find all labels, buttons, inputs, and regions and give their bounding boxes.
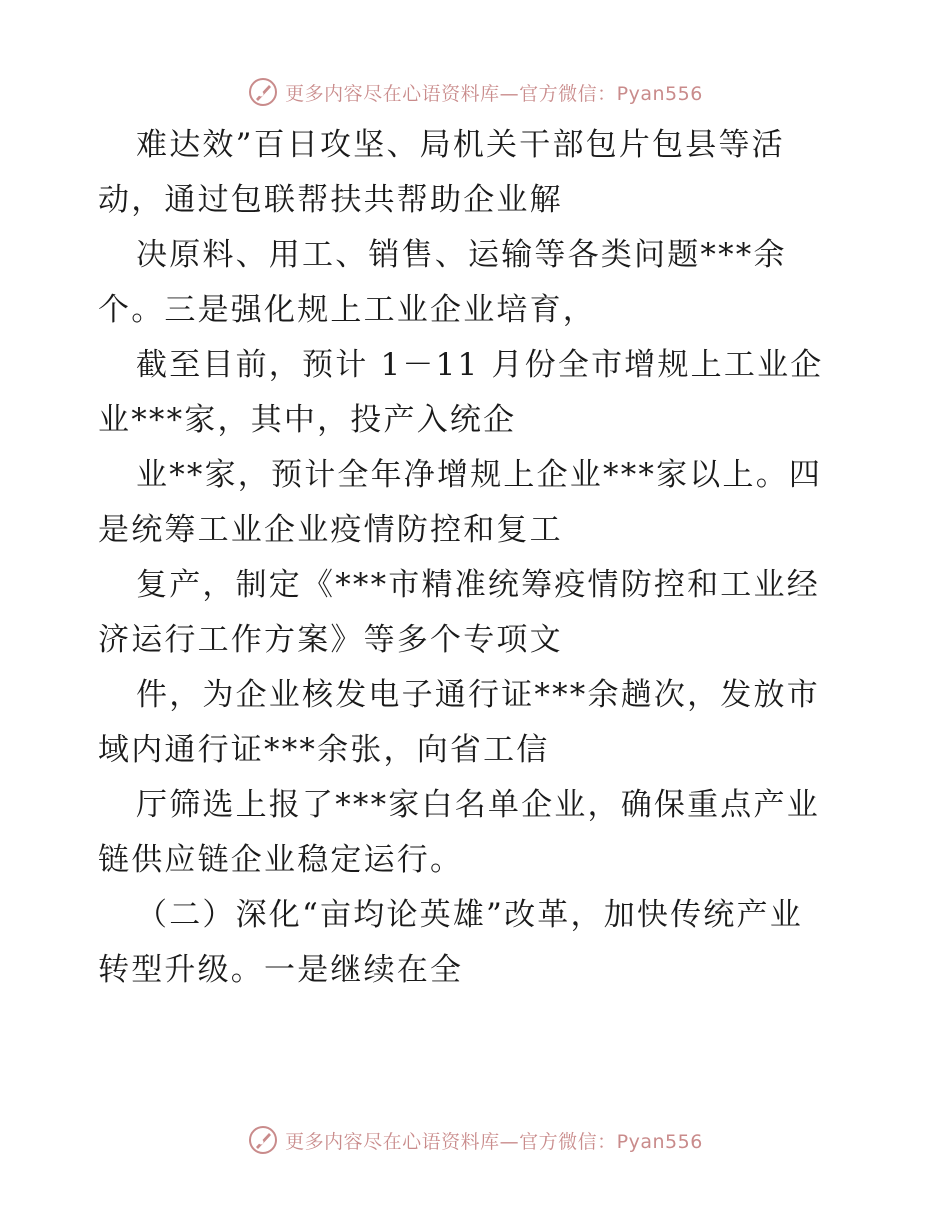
- footer-watermark: [0, 1120, 950, 1160]
- text-line: [98, 613, 858, 668]
- text-line-content: （二）深化“亩均论英雄”改革，加快传统产业: [136, 897, 803, 933]
- text-line: [98, 448, 858, 503]
- text-line: [98, 723, 858, 778]
- document-body: [98, 118, 858, 998]
- text-line-content: 业**家，预计全年净增规上企业***家以上。四: [136, 457, 823, 493]
- text-line: [98, 503, 858, 558]
- text-line: [98, 338, 858, 393]
- text-line-content: 域内通行证***余张，向省工信: [98, 732, 550, 768]
- text-line: [98, 778, 858, 833]
- feather-pen-logo-icon: [247, 1124, 279, 1156]
- text-line-content: 个。三是强化规上工业企业培育，: [98, 292, 596, 328]
- watermark-text: 更多内容尽在心语资料库—官方微信：Pyan556: [285, 82, 703, 105]
- text-line: [98, 393, 858, 448]
- text-line-content: 决原料、用工、销售、运输等各类问题***余: [136, 237, 787, 273]
- text-line-content: 厅筛选上报了***家白名单企业，确保重点产业: [136, 787, 820, 823]
- text-line: [98, 668, 858, 723]
- text-line: [98, 888, 858, 943]
- text-line-content: 复产，制定《***市精准统筹疫情防控和工业经: [136, 567, 820, 603]
- text-line: [98, 833, 858, 888]
- text-line: [98, 118, 858, 173]
- text-line-content: 链供应链企业稳定运行。: [98, 842, 464, 878]
- text-line: [98, 943, 858, 998]
- watermark-text: 更多内容尽在心语资料库—官方微信：Pyan556: [285, 1130, 703, 1153]
- text-line-content: 济运行工作方案》等多个专项文: [98, 622, 563, 658]
- text-line: [98, 173, 858, 228]
- text-line-content: 件，为企业核发电子通行证***余趟次，发放市: [136, 677, 820, 713]
- header-watermark: [0, 72, 950, 112]
- feather-pen-logo-icon: [247, 76, 279, 108]
- text-line-content: 业***家，其中，投产入统企: [98, 402, 517, 438]
- text-line: [98, 283, 858, 338]
- text-line: [98, 558, 858, 613]
- text-line: [98, 228, 858, 283]
- text-line-content: 转型升级。一是继续在全: [98, 952, 464, 988]
- text-line-content: 是统筹工业企业疫情防控和复工: [98, 512, 563, 548]
- text-line-content: 动，通过包联帮扶共帮助企业解: [98, 182, 563, 218]
- text-line-content: 截至目前，预计 1－11 月份全市增规上工业企: [136, 347, 824, 383]
- text-line-content: 难达效”百日攻坚、局机关干部包片包县等活: [136, 127, 785, 163]
